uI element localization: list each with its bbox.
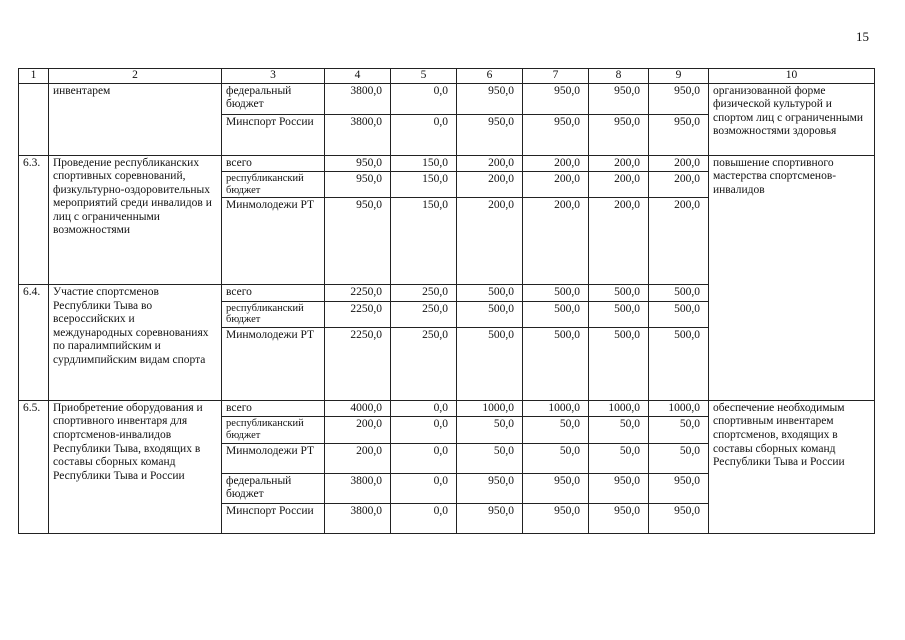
value-cell: 200,0 — [589, 155, 649, 172]
funding-source: республиканский бюджет — [222, 417, 325, 443]
measure-name: Проведение республиканских спортивных соревнований, физкультурно-оздоровительных мероприятий среди инвалидов и лиц с ограниченными возможностями — [49, 155, 222, 285]
column-header: 8 — [589, 69, 649, 84]
value-cell: 250,0 — [391, 301, 457, 327]
value-cell: 4000,0 — [325, 400, 391, 417]
table-row — [19, 400, 875, 417]
value-cell: 950,0 — [523, 83, 589, 114]
value-cell: 500,0 — [457, 327, 523, 400]
value-cell: 950,0 — [649, 114, 709, 155]
value-cell: 950,0 — [457, 503, 523, 533]
funding-source: Минмолодежи РТ — [222, 327, 325, 400]
value-cell: 200,0 — [523, 198, 589, 285]
value-cell: 950,0 — [589, 473, 649, 503]
value-cell: 50,0 — [649, 443, 709, 473]
value-cell: 1000,0 — [457, 400, 523, 417]
value-cell: 200,0 — [649, 198, 709, 285]
measure-name: Участие спортсменов Республики Тыва во всероссийских и международных соревнованиях по паралимпийским и сурдлимпийским видам спорта — [49, 285, 222, 401]
column-header: 7 — [523, 69, 589, 84]
value-cell: 3800,0 — [325, 114, 391, 155]
value-cell: 950,0 — [457, 83, 523, 114]
funding-source: Минмолодежи РТ — [222, 443, 325, 473]
table-row — [19, 155, 875, 172]
value-cell: 200,0 — [523, 172, 589, 198]
value-cell: 200,0 — [649, 172, 709, 198]
header-row — [19, 69, 875, 84]
page-number: 15 — [856, 29, 869, 44]
value-cell: 50,0 — [589, 443, 649, 473]
funding-source: всего — [222, 155, 325, 172]
value-cell: 500,0 — [523, 327, 589, 400]
row-number: 6.4. — [19, 285, 49, 401]
value-cell: 950,0 — [523, 503, 589, 533]
column-header: 1 — [19, 69, 49, 84]
value-cell: 200,0 — [325, 443, 391, 473]
value-cell: 500,0 — [523, 301, 589, 327]
value-cell: 50,0 — [523, 443, 589, 473]
value-cell: 950,0 — [523, 114, 589, 155]
column-header: 9 — [649, 69, 709, 84]
funding-source: Минспорт России — [222, 114, 325, 155]
value-cell: 3800,0 — [325, 503, 391, 533]
expected-result: повышение спортивного мастерства спортсменов-инвалидов — [709, 155, 875, 400]
value-cell: 200,0 — [457, 172, 523, 198]
funding-source: федеральный бюджет — [222, 83, 325, 114]
value-cell: 950,0 — [649, 473, 709, 503]
value-cell: 0,0 — [391, 114, 457, 155]
value-cell: 50,0 — [523, 417, 589, 443]
column-header: 4 — [325, 69, 391, 84]
value-cell: 3800,0 — [325, 83, 391, 114]
value-cell: 0,0 — [391, 503, 457, 533]
value-cell: 2250,0 — [325, 285, 391, 302]
column-header: 2 — [49, 69, 222, 84]
value-cell: 250,0 — [391, 285, 457, 302]
value-cell: 950,0 — [325, 172, 391, 198]
value-cell: 200,0 — [457, 155, 523, 172]
value-cell: 500,0 — [589, 301, 649, 327]
value-cell: 950,0 — [325, 155, 391, 172]
funding-source: республиканский бюджет — [222, 301, 325, 327]
value-cell: 2250,0 — [325, 327, 391, 400]
value-cell: 50,0 — [589, 417, 649, 443]
value-cell: 950,0 — [325, 198, 391, 285]
value-cell: 950,0 — [589, 114, 649, 155]
value-cell: 200,0 — [589, 198, 649, 285]
value-cell: 0,0 — [391, 473, 457, 503]
value-cell: 200,0 — [523, 155, 589, 172]
value-cell: 950,0 — [457, 114, 523, 155]
funding-source: Минспорт России — [222, 503, 325, 533]
value-cell: 50,0 — [649, 417, 709, 443]
value-cell: 950,0 — [589, 503, 649, 533]
row-number — [19, 83, 49, 155]
column-header: 10 — [709, 69, 875, 84]
value-cell: 2250,0 — [325, 301, 391, 327]
value-cell: 500,0 — [649, 301, 709, 327]
funding-source: всего — [222, 400, 325, 417]
value-cell: 50,0 — [457, 417, 523, 443]
value-cell: 500,0 — [649, 285, 709, 302]
value-cell: 150,0 — [391, 172, 457, 198]
value-cell: 0,0 — [391, 400, 457, 417]
value-cell: 950,0 — [649, 503, 709, 533]
value-cell: 1000,0 — [523, 400, 589, 417]
column-header: 5 — [391, 69, 457, 84]
value-cell: 500,0 — [457, 285, 523, 302]
table-row — [19, 83, 875, 114]
funding-source: всего — [222, 285, 325, 302]
value-cell: 500,0 — [589, 285, 649, 302]
value-cell: 250,0 — [391, 327, 457, 400]
value-cell: 500,0 — [457, 301, 523, 327]
measure-name: Приобретение оборудования и спортивного инвентаря для спортсменов-инвалидов Республики Тыва, входящих в составы сборных команд Республики Тыва и России — [49, 400, 222, 533]
value-cell: 200,0 — [649, 155, 709, 172]
funding-source: федеральный бюджет — [222, 473, 325, 503]
value-cell: 50,0 — [457, 443, 523, 473]
measure-name: инвентарем — [49, 83, 222, 155]
value-cell: 950,0 — [589, 83, 649, 114]
value-cell: 950,0 — [649, 83, 709, 114]
program-table — [18, 68, 875, 534]
value-cell: 150,0 — [391, 155, 457, 172]
value-cell: 950,0 — [523, 473, 589, 503]
value-cell: 200,0 — [589, 172, 649, 198]
row-number: 6.3. — [19, 155, 49, 285]
row-number: 6.5. — [19, 400, 49, 533]
funding-source: республиканский бюджет — [222, 172, 325, 198]
value-cell: 0,0 — [391, 83, 457, 114]
value-cell: 500,0 — [523, 285, 589, 302]
value-cell: 1000,0 — [589, 400, 649, 417]
column-header: 3 — [222, 69, 325, 84]
value-cell: 200,0 — [457, 198, 523, 285]
value-cell: 500,0 — [589, 327, 649, 400]
value-cell: 200,0 — [325, 417, 391, 443]
value-cell: 150,0 — [391, 198, 457, 285]
value-cell: 1000,0 — [649, 400, 709, 417]
value-cell: 500,0 — [649, 327, 709, 400]
value-cell: 0,0 — [391, 443, 457, 473]
column-header: 6 — [457, 69, 523, 84]
expected-result: обеспечение необходимым спортивным инвентарем спортсменов, входящих в составы сборных команд Республики Тыва и России — [709, 400, 875, 533]
value-cell: 3800,0 — [325, 473, 391, 503]
value-cell: 0,0 — [391, 417, 457, 443]
funding-source: Минмолодежи РТ — [222, 198, 325, 285]
expected-result: организованной форме физической культурой и спортом лиц с ограниченными возможностями здоровья — [709, 83, 875, 155]
value-cell: 950,0 — [457, 473, 523, 503]
